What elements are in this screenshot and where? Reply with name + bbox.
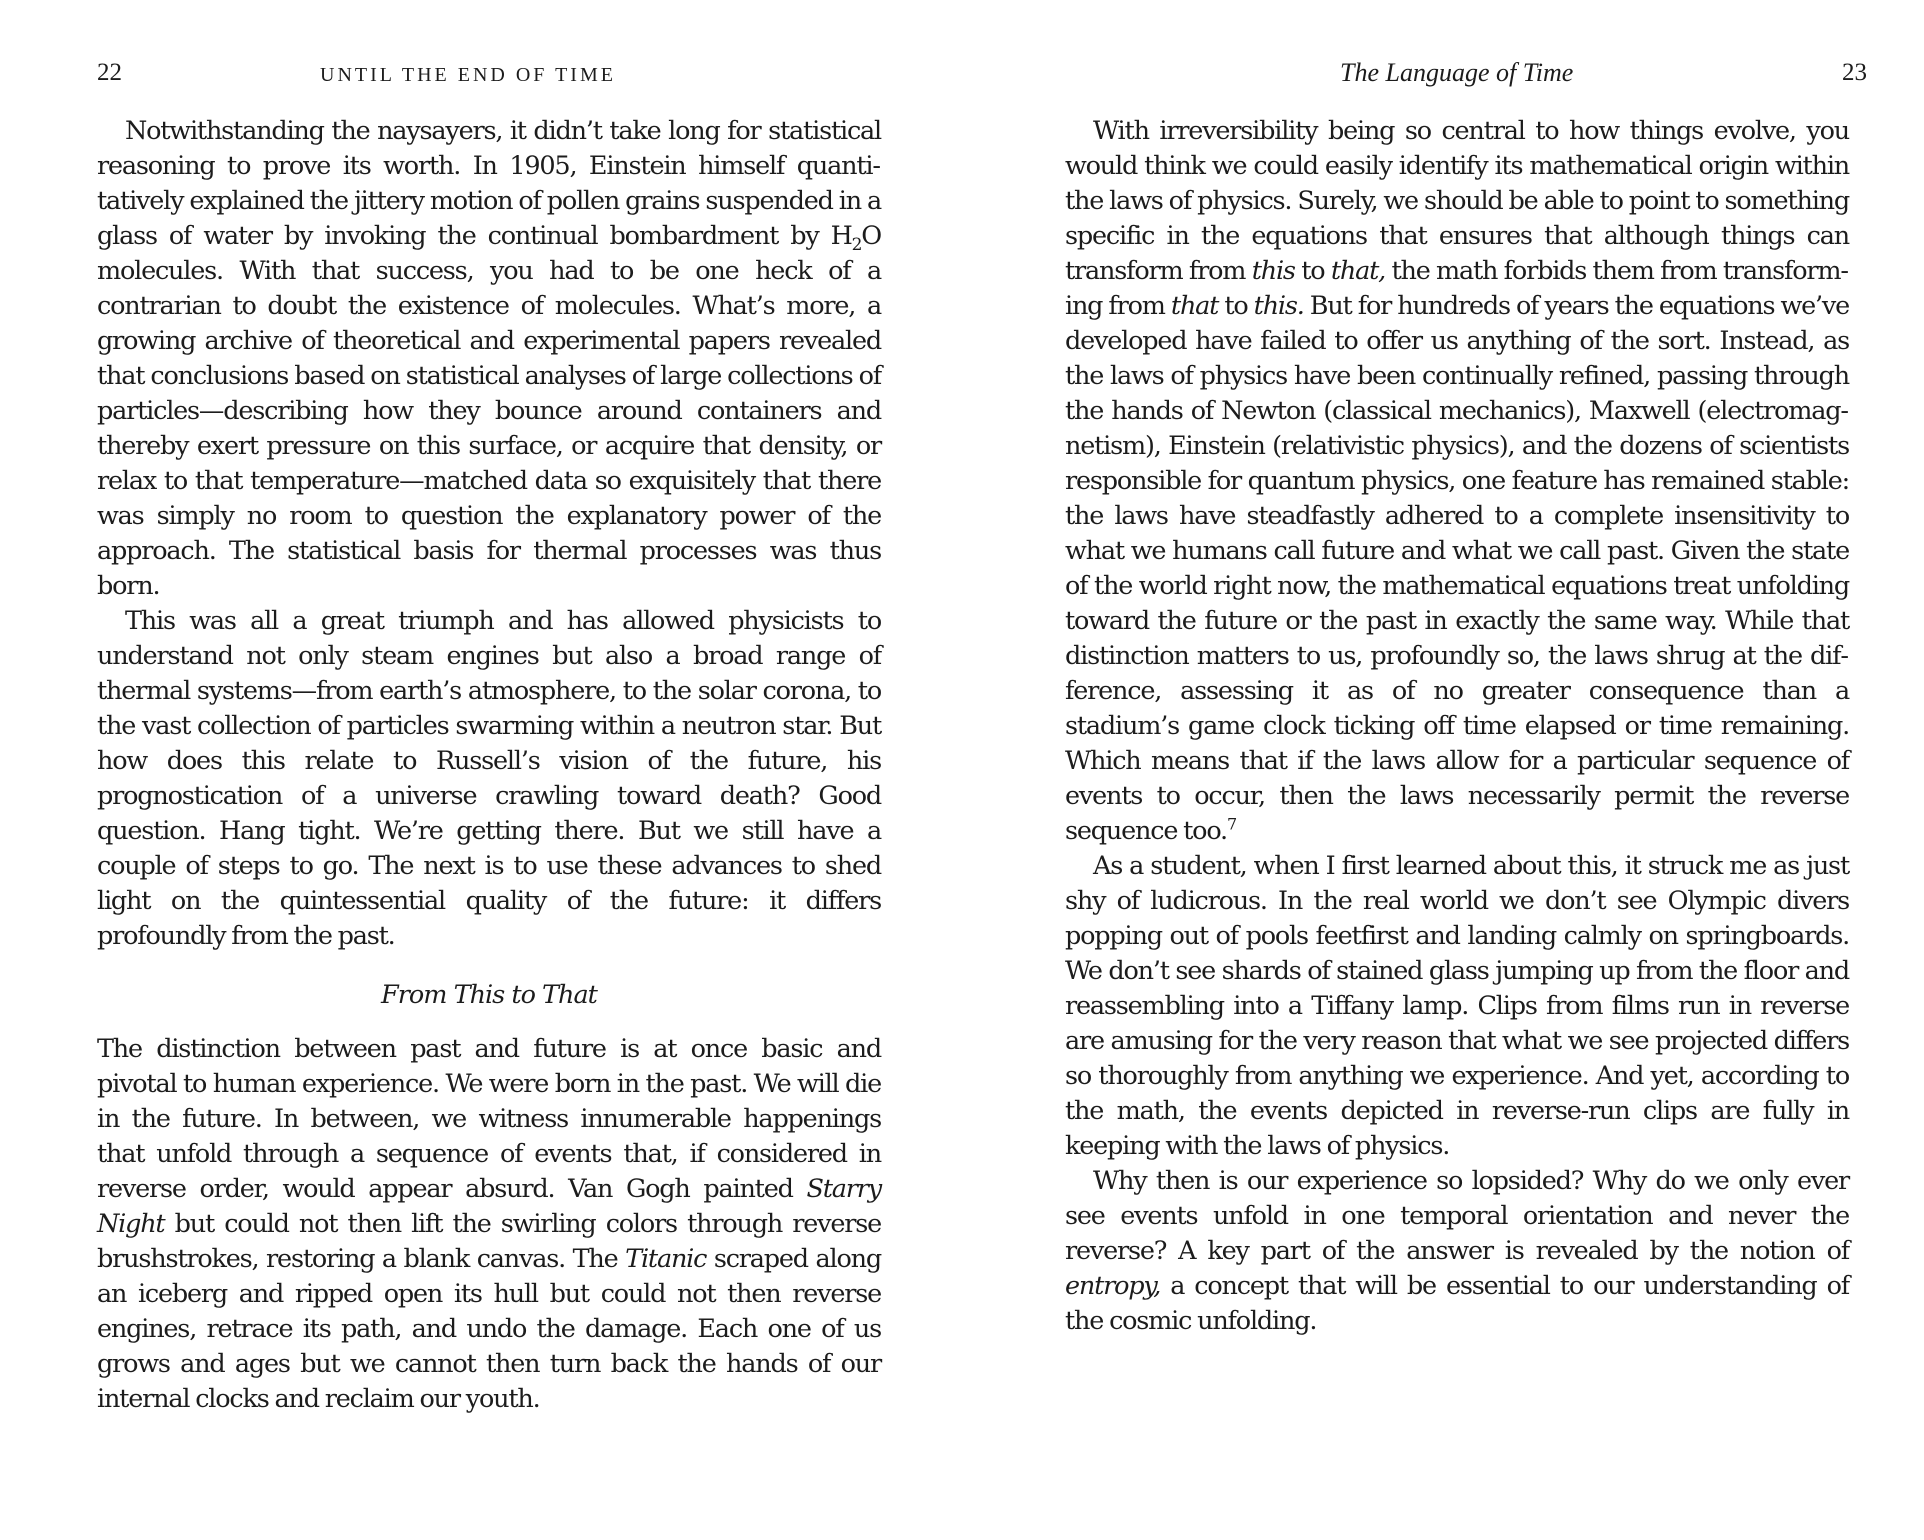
running-head: UNTIL THE END OF TIME — [320, 64, 616, 86]
paragraph: Notwithstanding the naysayers, it didn’t take long for statistical reasoning to prove its worth. In 1905, Einstein himself quantitatively explained the jittery motion of pollen grains suspended in a glass of water by invoking the continual bombardment by $H_2O$ molecules. With that success, you had to be one heck of a contrarian to doubt the existence of molecules. What’s more, a growing archive of theoretical and experimental papers revealed that conclusions based on statistical analyses of large collections of particles—describing how they bounce around containers and thereby exert pressure on this surface, or acquire that density, or relax to that temperature—matched data so exquisitely that there was simply no room to question the explanatory power of the approach. The statistical basis for thermal processes was thus born. — [97, 116, 881, 601]
paragraph: With irreversibility being so central to how things evolve, you would think we could easily identify its mathematical origin within the laws of physics. Surely, we should be able to point to something specific in the equations that ensures that although things can transform from this to that, the math forbids them from transforming from that to this. But for hundreds of years the equations we’ve developed have failed to offer us anything of the sort. Instead, as the laws of physics have been continually refined, passing through the hands of Newton (classical mechanics), Maxwell (electromagnetism), Einstein (relativistic physics), and the dozens of scientists responsible for quantum physics, one feature has remained stable: the laws have steadfastly adhered to a complete insensitivity to what we humans call future and what we call past. Given the state of the world right now, the mathematical equations treat unfolding toward the future or the past in exactly the same way. While that distinction matters to us, profoundly so, the laws shrug at the difference, assessing it as of no greater consequence than a stadium’s game clock ticking off time elapsed or time remaining. Which means that if the laws allow for a particular sequence of events to occur, then the laws necessarily permit the reverse sequence too.$^7$ — [1065, 116, 1850, 846]
left-text-block — [97, 114, 881, 954]
paragraph: This was all a great triumph and has allowed physicists to understand not only steam engines but also a broad range of thermal systems—from earth’s atmosphere, to the solar corona, to the vast collection of particles swarming within a neutron star. But how does this relate to Russell’s vision of the future, his prognostication of a universe crawling toward death? Good question. Hang tight. We’re getting there. But we still have a couple of steps to go. The next is to use these advances to shed light on the quintessential quality of the future: it differs profoundly from the past. — [97, 606, 881, 951]
paragraph: The distinction between past and future is at once basic and pivotal to human experience. We were born in the past. We will die in the future. In between, we witness innumerable happenings that unfold through a sequence of events that, if considered in reverse order, would appear absurd. Van Gogh painted Starry Night but could not then lift the swirling colors through reverse brushstrokes, restoring a blank canvas. The Titanic scraped along an iceberg and ripped open its hull but could not then reverse engines, retrace its path, and undo the damage. Each one of us grows and ages but we cannot then turn back the hands of our internal clocks and reclaim our youth. — [97, 1034, 881, 1414]
right-text-block — [1065, 114, 1849, 1339]
page-number: 22 — [97, 59, 122, 86]
right-page — [962, 0, 1924, 1540]
paragraph: Why then is our experience so lopsided? Why do we only ever see events unfold in one temporal orientation and never the reverse? A key part of the answer is revealed by the notion of entropy, a concept that will be essential to our understanding of the cosmic unfolding. — [1065, 1166, 1849, 1336]
section-heading-block — [97, 978, 881, 1013]
paragraph: As a student, when I first learned about this, it struck me as just shy of ludicrous. In the real world we don’t see Olympic divers popping out of pools feetfirst and landing calmly on springboards. We don’t see shards of stained glass jumping up from the floor and reassembling into a Tiffany lamp. Clips from films run in reverse are amusing for the very reason that what we see projected differs so thoroughly from anything we experience. And yet, according to the math, the events depicted in reverse-run clips are fully in keeping with the laws of physics. — [1065, 851, 1849, 1161]
footnote-marker: 7 — [1226, 814, 1236, 834]
page-number: 23 — [1842, 59, 1867, 86]
section-title: From This to That — [381, 980, 597, 1010]
left-text-block-2 — [97, 1032, 881, 1417]
running-head: The Language of Time — [1340, 58, 1574, 87]
